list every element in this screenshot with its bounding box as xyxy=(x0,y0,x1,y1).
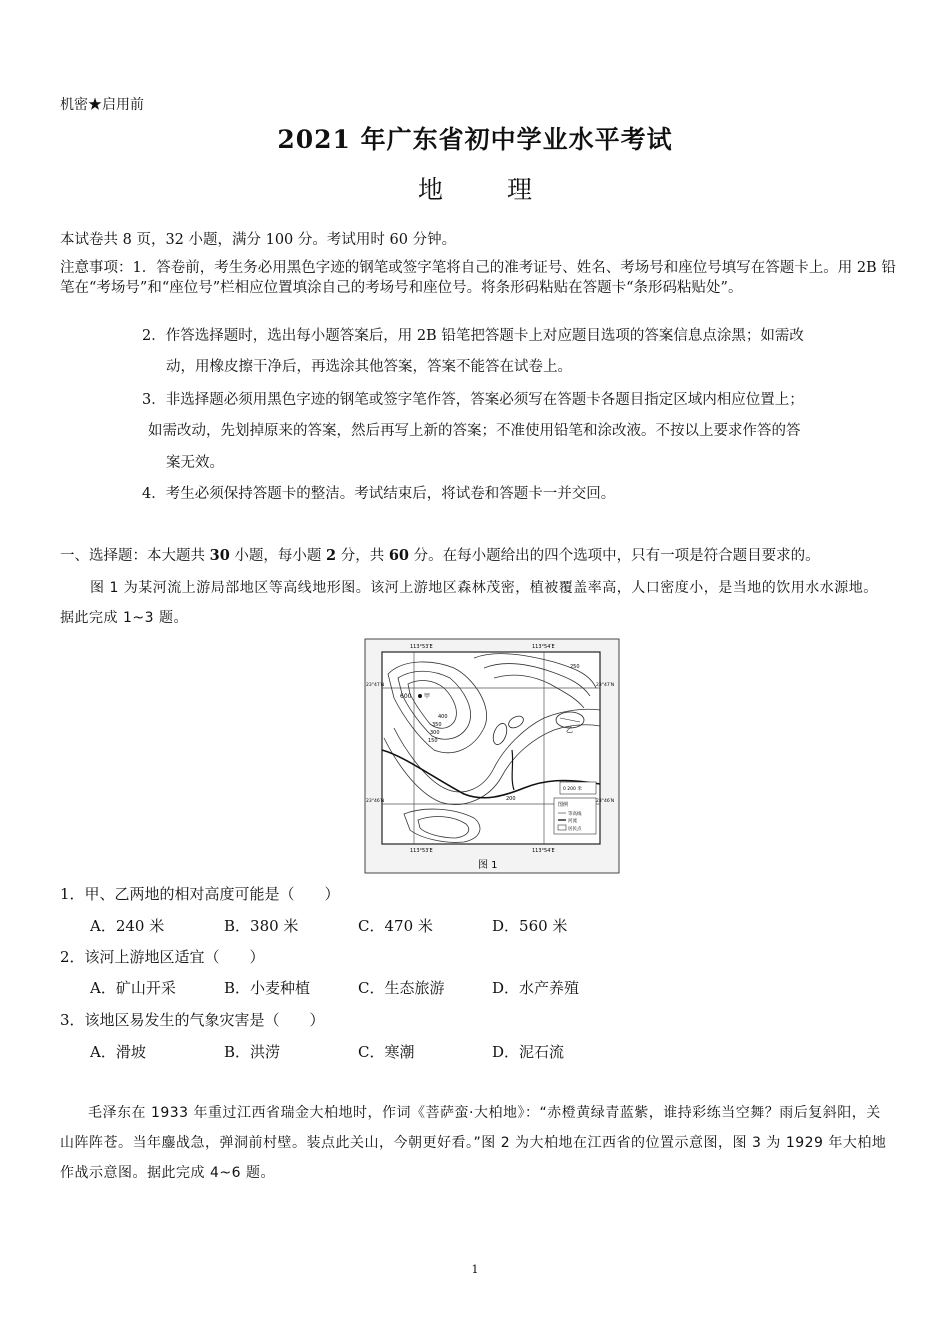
notice-item-2-line2: 动，用橡皮擦干净后，再选涂其他答案，答案不能答在试卷上。 xyxy=(166,359,572,375)
question-intro-4-6: 毛泽东在 1933 年重过江西省瑞金大柏地时，作词《菩萨蛮·大柏地》：“赤橙黄绿青蓝紫，谁持彩练当空舞？雨后复斜阳，关山阵阵苍。当年鏖战急，弹洞前村壁。装点此关山，今朝更好看。”图 2 为大柏地在江西省的位置示意图，图 3 为 1929 年大柏地作战示意图。据此完成 4~6 题。 xyxy=(60,1105,887,1181)
lon-top-right: 113°54′E xyxy=(532,644,555,650)
question-1-option-b[interactable]: B．380 米 xyxy=(224,917,299,935)
exam-title: 2021 年广东省初中学业水平考试 xyxy=(277,125,673,154)
page-number: 1 xyxy=(471,1263,479,1276)
question-2-option-b[interactable]: B．小麦种植 xyxy=(224,979,311,997)
notice-item-3-line3: 案无效。 xyxy=(166,455,224,471)
place-yi: 乙 xyxy=(566,726,573,734)
section-heading: 一、选择题：本大题共 30 小题，每小题 2 分，共 60 分。在每小题给出的四个选项中，只有一项是符合题目要求的。 xyxy=(60,547,820,564)
contour-label-350: 350 xyxy=(432,722,442,728)
peak-label: 600 xyxy=(400,693,412,700)
notice-item-3-line1: 3．非选择题必须用黑色字迹的钢笔或签字笔作答，答案必须写在答题卡各题目指定区域内相应位置上； xyxy=(142,392,804,408)
lat-bottom-right: 23°46′N xyxy=(596,799,615,804)
legend-contour: 等高线 xyxy=(568,812,582,817)
lon-top-left: 113°53′E xyxy=(410,644,433,650)
question-3-option-c[interactable]: C．寒潮 xyxy=(358,1043,415,1061)
question-3-stem: 3．该地区易发生的气象灾害是（ ） xyxy=(60,1011,325,1029)
notice-item-1: 注意事项：1．答卷前，考生务必用黑色字迹的钢笔或签字笔将自己的准考证号、姓名、考场号和座位号填写在答题卡上。用 2B 铅笔在“考场号”和“座位号”栏相应位置填涂自己的考场号和座位号。将条形码粘贴在答题卡“条形码粘贴处”。 xyxy=(60,260,896,296)
question-1-stem: 1．甲、乙两地的相对高度可能是（ ） xyxy=(60,885,340,903)
question-2-option-c[interactable]: C．生态旅游 xyxy=(358,979,445,997)
figure-1-contour-map xyxy=(364,638,620,874)
legend-title: 图例 xyxy=(558,802,569,808)
subject-title: 地 理 xyxy=(418,175,560,204)
exam-summary: 本试卷共 8 页，32 小题，满分 100 分。考试用时 60 分钟。 xyxy=(60,232,457,248)
notice-item-2-line1: 2．作答选择题时，选出每小题答案后，用 2B 铅笔把答题卡上对应题目选项的答案信息点涂黑；如需改 xyxy=(142,328,804,344)
question-3-option-b[interactable]: B．洪涝 xyxy=(224,1043,281,1061)
contour-label-400: 400 xyxy=(438,714,448,720)
legend-river: 河流 xyxy=(568,819,577,824)
question-2-stem: 2．该河上游地区适宜（ ） xyxy=(60,948,265,966)
contour-label-top: 250 xyxy=(570,664,580,670)
scale-bar: 0 200 米 xyxy=(563,787,582,792)
figure-1-caption: 图 1 xyxy=(478,860,498,871)
question-1-option-a[interactable]: A．240 米 xyxy=(90,917,165,935)
lon-bottom-right: 113°54′E xyxy=(532,848,555,854)
confidential-mark: 机密★启用前 xyxy=(60,97,144,113)
notice-item-3-line2: 如需改动，先划掉原来的答案，然后再写上新的答案；不准使用铅笔和涂改液。不按以上要求作答的答 xyxy=(148,423,801,439)
contour-label-150: 150 xyxy=(428,738,438,744)
lon-bottom-left: 113°53′E xyxy=(410,848,433,854)
contour-label-300: 300 xyxy=(430,730,440,736)
lat-top-left: 23°47′N xyxy=(366,683,385,688)
question-1-option-c[interactable]: C．470 米 xyxy=(358,917,433,935)
notice-item-4: 4．考生必须保持答题卡的整洁。考试结束后，将试卷和答题卡一并交回。 xyxy=(142,486,616,502)
river-label: 200 xyxy=(506,796,516,802)
question-intro-1-3: 图 1 为某河流上游局部地区等高线地形图。该河上游地区森林茂密，植被覆盖率高，人口密度小，是当地的饮用水水源地。据此完成 1~3 题。 xyxy=(60,580,878,626)
question-3-option-a[interactable]: A．滑坡 xyxy=(90,1043,146,1061)
question-2-option-a[interactable]: A．矿山开采 xyxy=(90,979,176,997)
question-2-option-d[interactable]: D．水产养殖 xyxy=(492,979,580,997)
lat-bottom-left: 23°46′N xyxy=(366,799,385,804)
place-jia: 甲 xyxy=(424,693,431,700)
lat-top-right: 23°47′N xyxy=(596,683,615,688)
question-3-option-d[interactable]: D．泥石流 xyxy=(492,1043,565,1061)
question-1-option-d[interactable]: D．560 米 xyxy=(492,917,568,935)
legend-farmland: 居民点 xyxy=(568,827,582,832)
